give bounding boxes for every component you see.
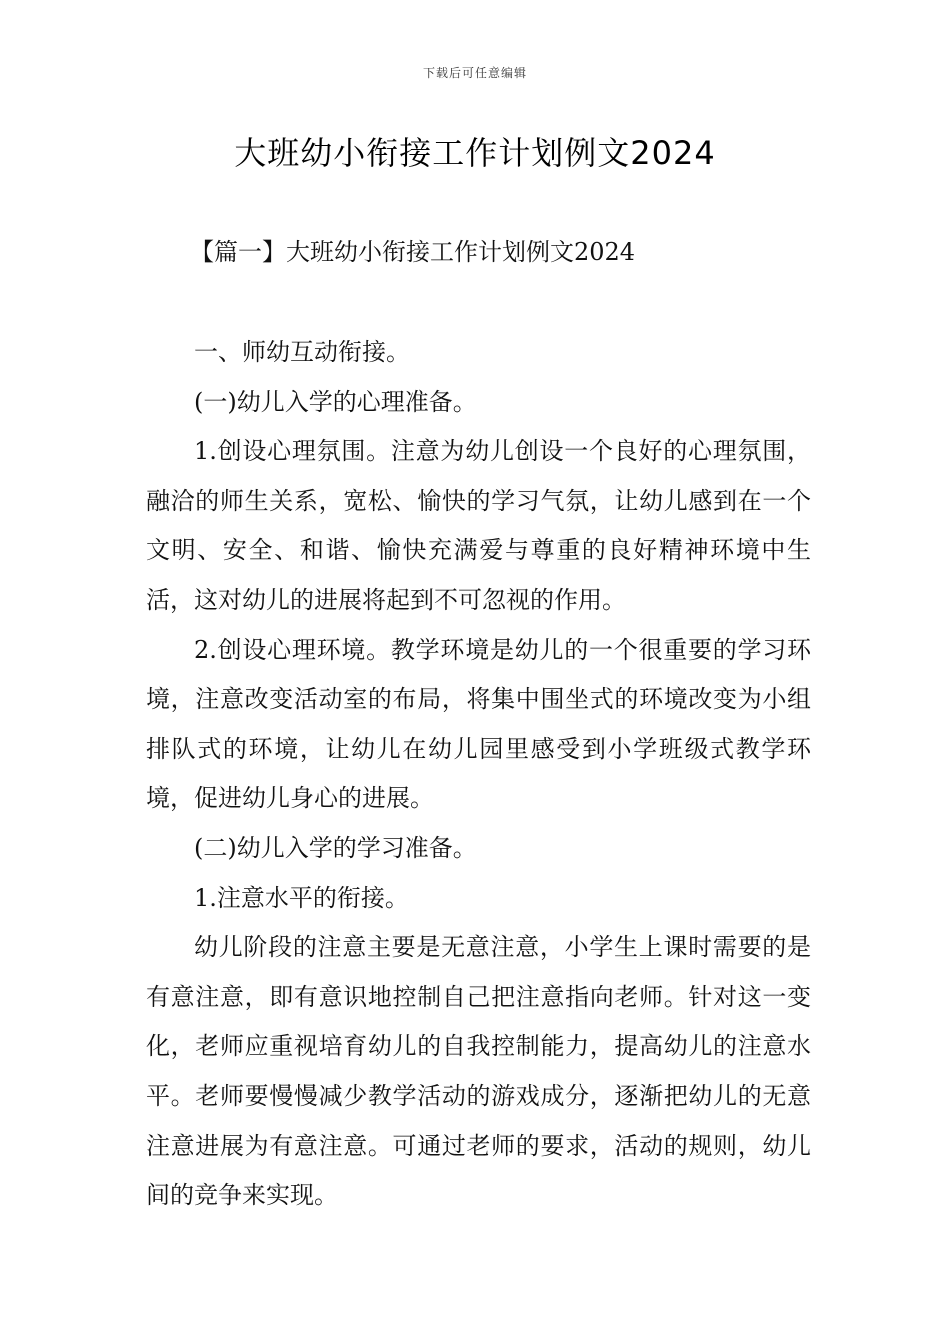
paragraph: 1.创设心理氛围。注意为幼儿创设一个良好的心理氛围，融洽的师生关系，宽松、愉快的学习气氛，让幼儿感到在一个文明、安全、和谐、愉快充满爱与尊重的良好精神环境中生活，这对幼儿的进展将起到不可忽视的作用。: [146, 437, 811, 614]
paragraph: 幼儿阶段的注意主要是无意注意，小学生上课时需要的是有意注意，即有意识地控制自己把注意指向老师。针对这一变化，老师应重视培育幼儿的自我控制能力，提高幼儿的注意水平。老师要慢慢减少教学活动的游戏成分，逐渐把幼儿的无意注意进展为有意注意。可通过老师的要求，活动的规则，幼儿间的竞争来实现。: [146, 933, 811, 1210]
paragraph: 2.创设心理环境。教学环境是幼儿的一个很重要的学习环境，注意改变活动室的布局，将集中围坐式的环境改变为小组排队式的环境，让幼儿在幼儿园里感受到小学班级式教学环境，促进幼儿身心的进展。: [146, 635, 811, 813]
paragraph-heading-1: 一、师幼互动衔接。: [194, 338, 410, 366]
document-body: [146, 328, 811, 1221]
section-heading: 【篇一】大班幼小衔接工作计划例文2024: [190, 238, 636, 266]
header-note: 下载后可任意编辑: [422, 66, 527, 80]
document-title: 大班幼小衔接工作计划例文2024: [234, 134, 716, 172]
paragraph-subheading-1: (一)幼儿入学的心理准备。: [194, 387, 477, 416]
paragraph-subheading-2: (二)幼儿入学的学习准备。: [194, 833, 477, 862]
paragraph-item-heading: 1.注意水平的衔接。: [194, 883, 409, 912]
